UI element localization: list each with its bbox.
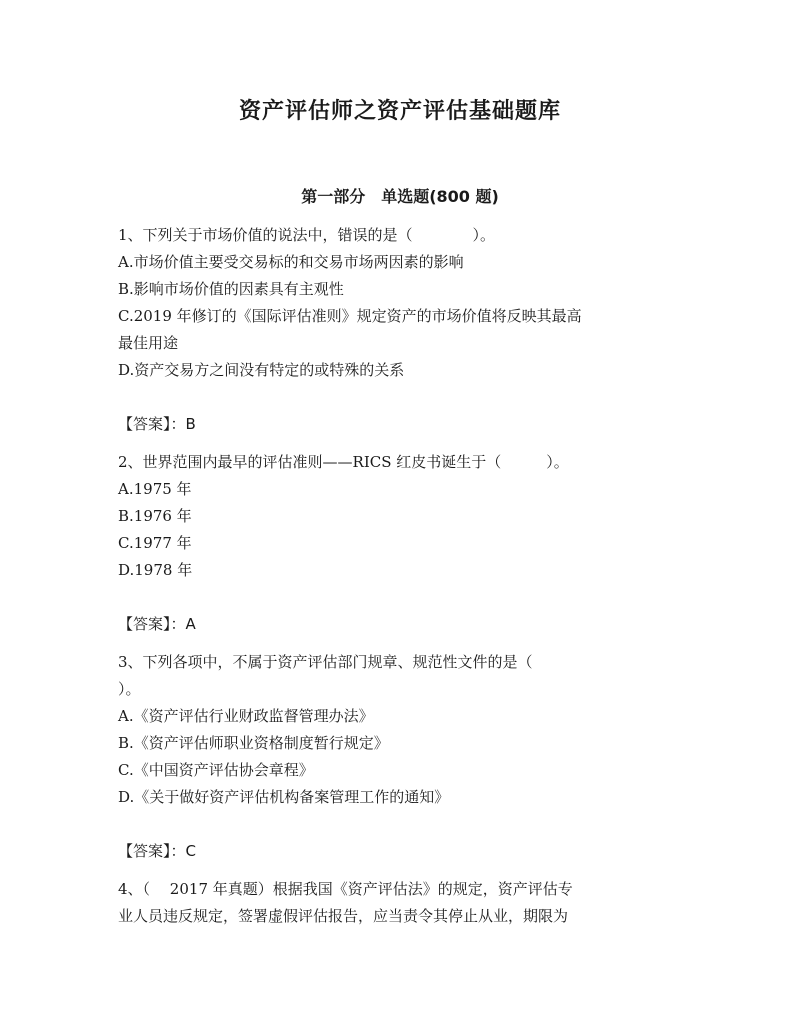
answer-line <box>118 838 680 865</box>
spacer <box>118 811 680 838</box>
answer-value: C <box>185 842 196 860</box>
option-d: D.资产交易方之间没有特定的或特殊的关系 <box>118 361 405 379</box>
answer-value: A <box>185 615 196 633</box>
option-c: C.1977 年 <box>118 534 192 552</box>
question-4 <box>118 876 680 930</box>
option-b: B.《资产评估师职业资格制度暂行规定》 <box>118 734 389 752</box>
option-d: D.《关于做好资产评估机构备案管理工作的通知》 <box>118 788 450 806</box>
question-stem: 1、下列关于市场价值的说法中，错误的是（ ）。 <box>118 226 496 244</box>
option-c-continued: 最佳用途 <box>118 334 179 352</box>
answer-label: 【答案】： <box>118 842 186 860</box>
option-c: C.2019 年修订的《国际评估准则》规定资产的市场价值将反映其最高 <box>118 307 582 325</box>
option-b: B.影响市场价值的因素具有主观性 <box>118 280 344 298</box>
option-a: A.1975 年 <box>118 480 192 498</box>
option-c: C.《中国资产评估协会章程》 <box>118 761 314 779</box>
question-3 <box>118 649 680 811</box>
spacer <box>118 384 680 411</box>
answer-label: 【答案】： <box>118 615 186 633</box>
answer-label: 【答案】： <box>118 415 186 433</box>
answer-line <box>118 611 680 638</box>
answer-line <box>118 411 680 438</box>
question-2 <box>118 449 680 584</box>
question-stem: 4、（ 2017 年真题）根据我国《资产评估法》的规定，资产评估专 <box>118 880 573 898</box>
option-d: D.1978 年 <box>118 561 193 579</box>
option-b: B.1976 年 <box>118 507 192 525</box>
question-stem-continued: 业人员违反规定，签署虚假评估报告，应当责令其停止从业，期限为 <box>118 907 569 925</box>
option-a: A.市场价值主要受交易标的和交易市场两因素的影响 <box>118 253 464 271</box>
answer-value: B <box>185 415 196 433</box>
section-title: 第一部分 单选题(800 题) <box>301 187 499 206</box>
question-1 <box>118 222 680 384</box>
document-title: 资产评估师之资产评估基础题库 <box>238 99 561 124</box>
question-list <box>118 222 680 930</box>
question-stem: 3、下列各项中，不属于资产评估部门规章、规范性文件的是（ <box>118 653 533 671</box>
question-stem: 2、世界范围内最早的评估准则——RICS 红皮书诞生于（ ）。 <box>118 453 569 471</box>
question-stem-continued: ）。 <box>118 680 141 698</box>
spacer <box>118 584 680 611</box>
option-a: A.《资产评估行业财政监督管理办法》 <box>118 707 374 725</box>
